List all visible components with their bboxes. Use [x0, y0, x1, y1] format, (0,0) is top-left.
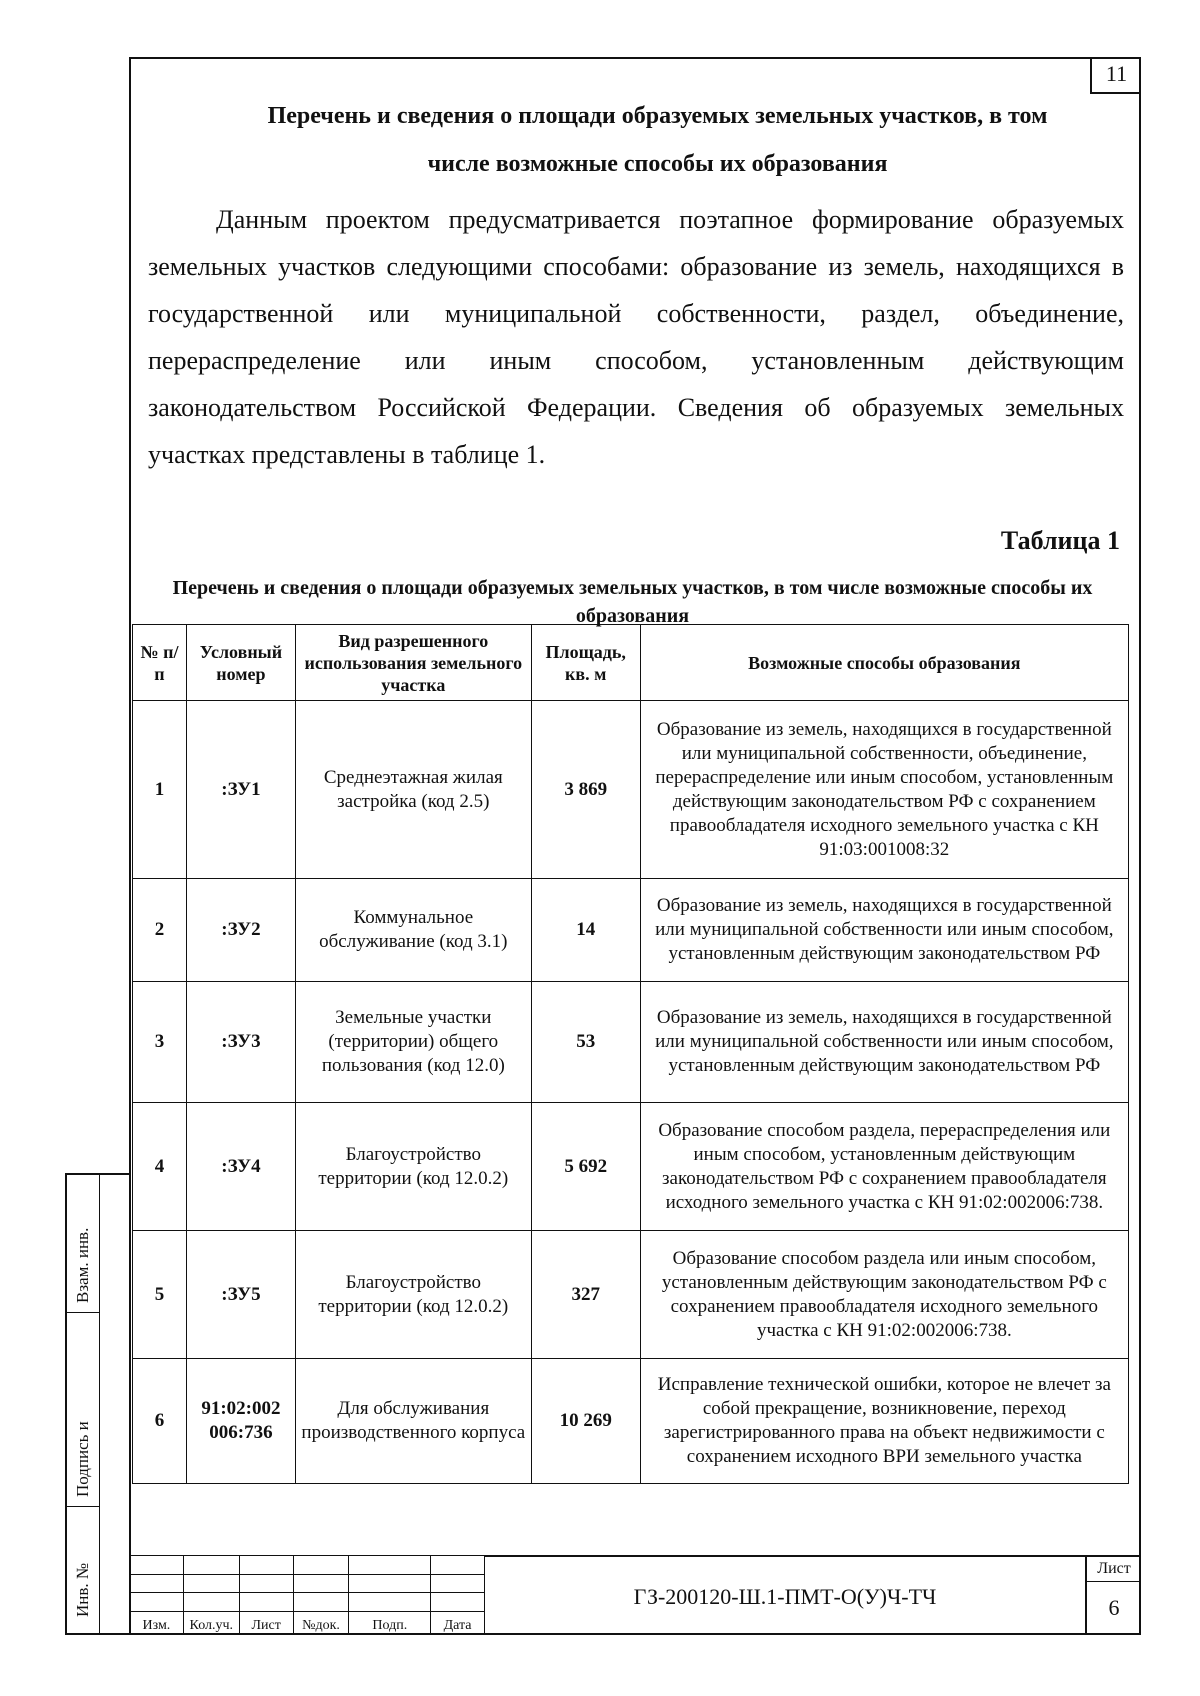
- heading-line-2: числе возможные способы их образования: [427, 151, 888, 177]
- cell-number: 6: [133, 1359, 187, 1484]
- col-header-use: Вид разрешенного использования земельного участка: [295, 625, 531, 701]
- table-title: Перечень и сведения о площади образуемых земельных участков, в том числе возможные способы их образования: [172, 577, 1093, 627]
- table-label: Таблица 1: [1000, 526, 1120, 555]
- cell-code: :ЗУ1: [186, 701, 295, 879]
- page-number: 11: [1090, 57, 1141, 94]
- stamp-col-koluch: Кол.уч.: [183, 1612, 239, 1635]
- stamp-grid: [129, 1555, 485, 1635]
- cell-use: Земельные участки (территории) общего пользования (код 12.0): [295, 982, 531, 1103]
- col-header-area: Площадь, кв. м: [531, 625, 640, 701]
- table-row: [133, 1103, 1129, 1231]
- table-row: [133, 1359, 1129, 1484]
- cell-method: Образование способом раздела или иным способом, установленным действующим законодательством РФ с сохранением правообладателя исходного земельного участка с КН 91:02:002006:738.: [640, 1231, 1128, 1359]
- side-cell-podpis: [67, 1313, 99, 1507]
- cell-method: Образование из земель, находящихся в государственной или муниципальной собственности или иным способом, установленным действующим законодательством РФ: [640, 982, 1128, 1103]
- cell-use: Коммунальное обслуживание (код 3.1): [295, 879, 531, 982]
- sheet-number: 6: [1108, 1595, 1120, 1620]
- sheet-label: Лист: [1087, 1557, 1141, 1582]
- cell-area: 14: [531, 879, 640, 982]
- table-header-row: [133, 625, 1129, 701]
- stamp-col-list: Лист: [239, 1612, 293, 1635]
- cell-method: Образование способом раздела, перераспределения или иным способом, установленным действующим законодательством РФ с сохранением правообладателя исходного земельного участка с КН 91:02:002006:738.: [640, 1103, 1128, 1231]
- paragraph-line: законодательством Российской Федерации. Сведения об образуемых земельных: [148, 393, 1124, 422]
- table-row: [133, 879, 1129, 982]
- side-label-vzam: Взам. инв.: [73, 1227, 92, 1303]
- side-signature-column: [99, 1175, 130, 1633]
- cell-number: 3: [133, 982, 187, 1103]
- cell-code: :ЗУ2: [186, 879, 295, 982]
- stamp-col-ndok: №док.: [293, 1612, 349, 1635]
- cell-code: :ЗУ4: [186, 1103, 295, 1231]
- col-header-method: Возможные способы образования: [640, 625, 1128, 701]
- paragraph-line: государственной или муниципальной собственности, раздел, объединение,: [148, 299, 1124, 328]
- cell-code: 91:02:002 006:736: [186, 1359, 295, 1484]
- sheet-box: [1085, 1555, 1141, 1635]
- stamp-col-data: Дата: [431, 1612, 485, 1635]
- heading-line-1: Перечень и сведения о площади образуемых земельных участков, в том: [267, 103, 1048, 129]
- document-code: ГЗ-200120-Ш.1-ПМТ-О(У)Ч-ТЧ: [485, 1555, 1085, 1637]
- cell-area: 327: [531, 1231, 640, 1359]
- col-header-number: № п/п: [133, 625, 187, 701]
- stamp-col-podp: Подп.: [349, 1612, 431, 1635]
- paragraph-line: участках представлены в таблице 1.: [148, 440, 546, 469]
- cell-use: Для обслуживания производственного корпуса: [295, 1359, 531, 1484]
- cell-area: 5 692: [531, 1103, 640, 1231]
- paragraph-line: Данным проектом предусматривается поэтапное формирование образуемых: [216, 205, 1124, 234]
- cell-number: 4: [133, 1103, 187, 1231]
- cell-use: Среднеэтажная жилая застройка (код 2.5): [295, 701, 531, 879]
- side-cell-vzam: [67, 1175, 99, 1313]
- cell-method: Образование из земель, находящихся в государственной или муниципальной собственности, объединение, перераспределение или иным способом, установленным действующим законодательством РФ с сохранением правообладателя исходного земельного участка с КН 91:03:001008:32: [640, 701, 1128, 879]
- cell-method: Исправление технической ошибки, которое не влечет за собой прекращение, возникновение, переход зарегистрированного права на объект недвижимости с сохранением исходного ВРИ земельного участка: [640, 1359, 1128, 1484]
- col-header-code: Условный номер: [186, 625, 295, 701]
- table-row: [133, 701, 1129, 879]
- cell-use: Благоустройство территории (код 12.0.2): [295, 1231, 531, 1359]
- side-label-inv: Инв. №: [73, 1562, 92, 1617]
- cell-number: 2: [133, 879, 187, 982]
- cell-area: 53: [531, 982, 640, 1103]
- cell-number: 5: [133, 1231, 187, 1359]
- table-row: [133, 1231, 1129, 1359]
- paragraph-line: земельных участков следующими способами: образование из земель, находящихся в: [148, 252, 1124, 281]
- table-row: [133, 982, 1129, 1103]
- cell-area: 3 869: [531, 701, 640, 879]
- side-cell-inv: [67, 1507, 99, 1633]
- cell-method: Образование из земель, находящихся в государственной или муниципальной собственности или иным способом, установленным действующим законодательством РФ: [640, 879, 1128, 982]
- side-label-podpis: Подпись и: [73, 1421, 92, 1497]
- cell-code: :ЗУ3: [186, 982, 295, 1103]
- cell-use: Благоустройство территории (код 12.0.2): [295, 1103, 531, 1231]
- cell-number: 1: [133, 701, 187, 879]
- stamp-col-izm: Изм.: [130, 1612, 184, 1635]
- cell-code: :ЗУ5: [186, 1231, 295, 1359]
- intro-paragraph: [148, 196, 1124, 478]
- land-plots-table: [132, 624, 1129, 1484]
- cell-area: 10 269: [531, 1359, 640, 1484]
- paragraph-line: перераспределение или иным способом, установленным действующим: [148, 346, 1124, 375]
- title-block: [129, 1555, 1141, 1635]
- side-margin-strip: [65, 1173, 129, 1635]
